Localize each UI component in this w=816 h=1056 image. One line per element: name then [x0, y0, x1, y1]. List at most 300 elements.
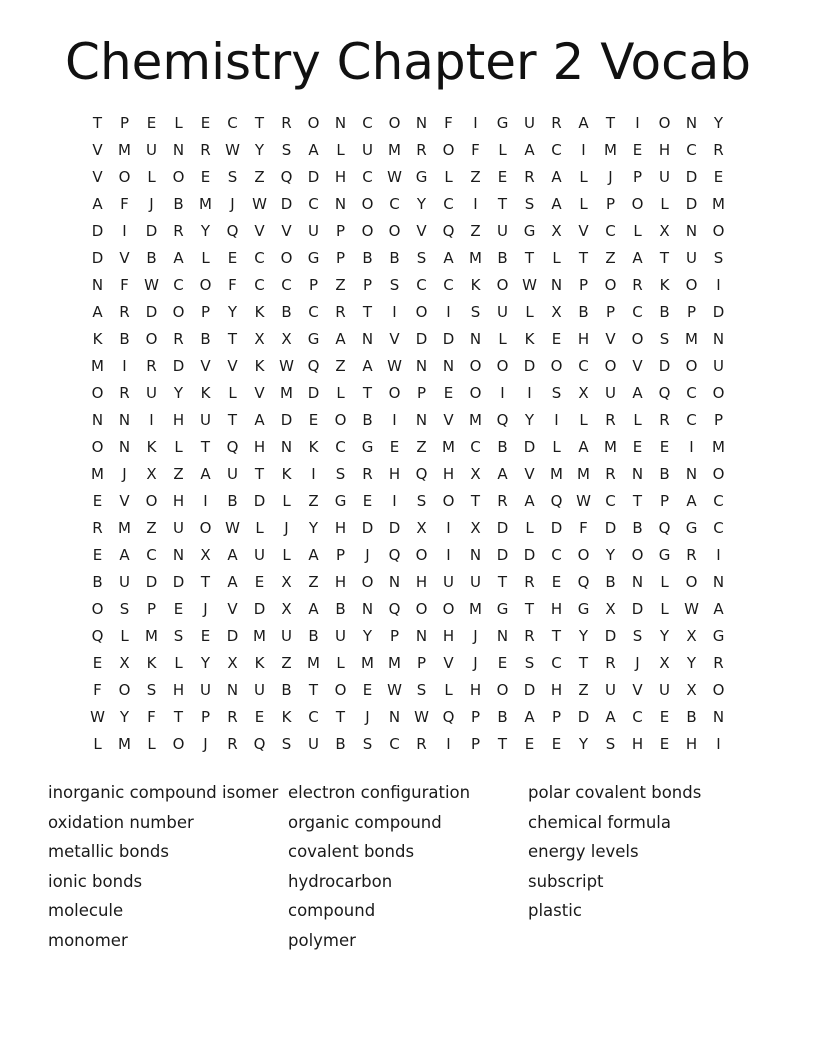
grid-letter: E	[551, 735, 562, 753]
grid-letter: N	[496, 627, 509, 645]
grid-letter: M	[604, 438, 617, 456]
grid-letter: N	[91, 276, 104, 294]
grid-letter: A	[524, 141, 535, 159]
grid-letter: P	[605, 195, 616, 213]
grid-letter: N	[415, 114, 428, 132]
grid-letter: A	[632, 384, 643, 402]
grid-letter: O	[469, 384, 482, 402]
grid-letter: O	[685, 573, 698, 591]
grid-letter: L	[174, 654, 183, 672]
word-list-item: plastic	[528, 901, 582, 921]
grid-letter: D	[307, 384, 320, 402]
grid-letter: N	[334, 195, 347, 213]
grid-letter: Q	[658, 384, 671, 402]
grid-letter: O	[91, 600, 104, 618]
grid-letter: O	[712, 681, 725, 699]
grid-letter: P	[578, 276, 589, 294]
grid-letter: E	[92, 654, 103, 672]
grid-letter: W	[252, 195, 267, 213]
grid-letter: D	[442, 330, 455, 348]
grid-letter: H	[442, 627, 455, 645]
grid-letter: E	[146, 114, 157, 132]
grid-letter: C	[308, 195, 319, 213]
grid-letter: O	[388, 114, 401, 132]
grid-letter: B	[227, 492, 238, 510]
grid-letter: H	[388, 465, 401, 483]
grid-letter: C	[578, 357, 589, 375]
grid-letter: T	[632, 492, 643, 510]
grid-letter: J	[230, 195, 235, 213]
grid-letter: Y	[524, 411, 535, 429]
grid-letter: U	[605, 384, 616, 402]
grid-letter: Y	[173, 384, 184, 402]
grid-letter: Q	[307, 357, 320, 375]
grid-letter: A	[605, 708, 616, 726]
grid-letter: V	[227, 600, 238, 618]
grid-letter: E	[497, 654, 508, 672]
grid-letter: U	[713, 357, 724, 375]
grid-letter: E	[497, 168, 508, 186]
grid-letter: U	[173, 519, 184, 537]
grid-letter: K	[146, 654, 157, 672]
grid-letter: Z	[146, 519, 157, 537]
grid-letter: Z	[335, 357, 346, 375]
grid-letter: O	[442, 141, 455, 159]
grid-letter: O	[631, 546, 644, 564]
grid-letter: L	[174, 438, 183, 456]
grid-letter: E	[659, 708, 670, 726]
grid-letter: B	[659, 465, 670, 483]
grid-letter: J	[365, 546, 370, 564]
grid-letter: Z	[335, 276, 346, 294]
grid-letter: O	[91, 384, 104, 402]
grid-letter: Q	[577, 573, 590, 591]
grid-letter: A	[173, 249, 184, 267]
grid-letter: X	[551, 303, 562, 321]
grid-letter: I	[392, 411, 397, 429]
grid-letter: V	[119, 249, 130, 267]
grid-letter: R	[92, 519, 103, 537]
grid-letter: A	[92, 303, 103, 321]
word-list-item: energy levels	[528, 842, 639, 862]
grid-letter: S	[524, 195, 535, 213]
grid-letter: A	[578, 114, 589, 132]
grid-letter: D	[550, 519, 563, 537]
grid-letter: X	[578, 384, 589, 402]
grid-letter: M	[118, 141, 131, 159]
grid-letter: O	[361, 195, 374, 213]
grid-letter: L	[579, 168, 588, 186]
grid-letter: S	[119, 600, 130, 618]
grid-letter: G	[577, 600, 590, 618]
grid-letter: N	[712, 708, 725, 726]
grid-letter: S	[713, 249, 724, 267]
grid-letter: T	[200, 438, 211, 456]
grid-letter: F	[444, 114, 453, 132]
grid-letter: X	[686, 627, 697, 645]
grid-letter: C	[389, 735, 400, 753]
grid-letter: S	[416, 681, 427, 699]
grid-letter: I	[527, 384, 532, 402]
grid-letter: C	[686, 141, 697, 159]
word-list-item: chemical formula	[528, 812, 671, 832]
grid-letter: O	[172, 168, 185, 186]
grid-letter: S	[470, 303, 481, 321]
grid-letter: D	[712, 303, 725, 321]
grid-letter: T	[308, 681, 319, 699]
grid-letter: K	[254, 357, 265, 375]
grid-letter: D	[145, 222, 158, 240]
grid-letter: B	[659, 303, 670, 321]
grid-letter: V	[254, 384, 265, 402]
grid-letter: O	[145, 330, 158, 348]
grid-letter: X	[686, 681, 697, 699]
grid-letter: I	[122, 357, 127, 375]
grid-letter: S	[389, 276, 400, 294]
grid-letter: E	[524, 735, 535, 753]
grid-letter: Q	[226, 438, 239, 456]
grid-letter: E	[551, 573, 562, 591]
grid-letter: G	[712, 627, 725, 645]
grid-letter: M	[118, 735, 131, 753]
grid-letter: Q	[226, 222, 239, 240]
grid-letter: Q	[388, 600, 401, 618]
grid-letter: V	[119, 492, 130, 510]
grid-letter: F	[120, 276, 129, 294]
grid-letter: M	[442, 438, 455, 456]
grid-letter: I	[689, 438, 694, 456]
grid-letter: C	[713, 492, 724, 510]
grid-letter: U	[524, 114, 535, 132]
grid-letter: R	[146, 357, 157, 375]
grid-letter: U	[605, 681, 616, 699]
grid-letter: B	[497, 438, 508, 456]
grid-letter: D	[280, 195, 293, 213]
grid-letter: L	[579, 195, 588, 213]
grid-letter: P	[470, 735, 481, 753]
grid-letter: U	[659, 168, 670, 186]
grid-letter: I	[122, 222, 127, 240]
grid-letter: D	[496, 546, 509, 564]
grid-letter: R	[632, 276, 643, 294]
grid-letter: O	[118, 168, 131, 186]
grid-letter: M	[91, 357, 104, 375]
grid-letter: M	[280, 384, 293, 402]
grid-letter: D	[658, 357, 671, 375]
grid-letter: Q	[388, 546, 401, 564]
grid-letter: A	[551, 168, 562, 186]
grid-letter: W	[225, 519, 240, 537]
grid-letter: E	[227, 249, 238, 267]
grid-letter: G	[523, 222, 536, 240]
grid-letter: C	[551, 654, 562, 672]
grid-letter: N	[172, 141, 185, 159]
grid-letter: V	[227, 357, 238, 375]
grid-letter: J	[365, 708, 370, 726]
grid-letter: L	[525, 519, 534, 537]
grid-letter: C	[686, 384, 697, 402]
grid-letter: Y	[308, 519, 319, 537]
grid-letter: T	[497, 573, 508, 591]
grid-letter: I	[446, 303, 451, 321]
grid-letter: Q	[496, 411, 509, 429]
grid-letter: I	[446, 735, 451, 753]
grid-letter: M	[712, 195, 725, 213]
grid-letter: Z	[470, 168, 481, 186]
grid-letter: N	[550, 276, 563, 294]
grid-letter: C	[308, 303, 319, 321]
grid-letter: B	[119, 330, 130, 348]
word-list-item: subscript	[528, 871, 604, 891]
grid-letter: U	[308, 222, 319, 240]
grid-letter: N	[631, 465, 644, 483]
grid-letter: I	[446, 519, 451, 537]
grid-letter: E	[254, 573, 265, 591]
grid-letter: U	[119, 573, 130, 591]
grid-letter: V	[92, 168, 103, 186]
grid-letter: F	[120, 195, 129, 213]
grid-letter: C	[632, 303, 643, 321]
grid-letter: A	[308, 600, 319, 618]
grid-letter: O	[118, 681, 131, 699]
grid-letter: J	[284, 519, 289, 537]
grid-letter: O	[442, 600, 455, 618]
grid-letter: K	[281, 708, 292, 726]
grid-letter: M	[469, 249, 482, 267]
grid-letter: A	[632, 249, 643, 267]
grid-letter: K	[254, 654, 265, 672]
grid-letter: N	[118, 411, 131, 429]
grid-letter: A	[200, 465, 211, 483]
grid-letter: T	[659, 249, 670, 267]
grid-letter: P	[632, 168, 643, 186]
grid-letter: H	[550, 600, 563, 618]
grid-letter: W	[414, 708, 429, 726]
grid-letter: L	[444, 681, 453, 699]
grid-letter: B	[146, 249, 157, 267]
grid-letter: T	[578, 249, 589, 267]
grid-letter: B	[335, 600, 346, 618]
grid-letter: O	[415, 546, 428, 564]
grid-letter: T	[362, 303, 373, 321]
grid-letter: O	[199, 276, 212, 294]
grid-letter: B	[281, 303, 292, 321]
grid-letter: E	[173, 600, 184, 618]
grid-letter: C	[227, 114, 238, 132]
word-list	[48, 778, 788, 956]
grid-letter: O	[631, 330, 644, 348]
grid-letter: C	[686, 411, 697, 429]
grid-letter: A	[686, 492, 697, 510]
grid-letter: P	[335, 249, 346, 267]
grid-letter: V	[416, 222, 427, 240]
grid-letter: Z	[281, 654, 292, 672]
grid-letter: P	[200, 708, 211, 726]
grid-letter: M	[199, 195, 212, 213]
grid-letter: C	[362, 168, 373, 186]
grid-letter: L	[282, 492, 291, 510]
grid-letter: O	[496, 681, 509, 699]
grid-letter: S	[173, 627, 184, 645]
grid-letter: U	[659, 681, 670, 699]
grid-letter: H	[172, 411, 185, 429]
grid-letter: D	[604, 627, 617, 645]
grid-letter: A	[227, 546, 238, 564]
grid-letter: T	[605, 114, 616, 132]
grid-letter: U	[254, 546, 265, 564]
grid-letter: N	[415, 357, 428, 375]
grid-letter: I	[554, 411, 559, 429]
grid-letter: Y	[686, 654, 697, 672]
grid-letter: G	[307, 249, 320, 267]
grid-letter: C	[146, 546, 157, 564]
grid-letter: K	[281, 465, 292, 483]
grid-letter: D	[145, 573, 158, 591]
grid-letter: X	[119, 654, 130, 672]
grid-letter: E	[92, 492, 103, 510]
grid-letter: X	[254, 330, 265, 348]
grid-letter: F	[93, 681, 102, 699]
grid-letter: R	[713, 654, 724, 672]
grid-letter: D	[307, 168, 320, 186]
grid-letter: D	[523, 681, 536, 699]
grid-letter: Q	[550, 492, 563, 510]
grid-letter: N	[685, 222, 698, 240]
grid-letter: X	[551, 222, 562, 240]
grid-letter: J	[473, 654, 478, 672]
grid-letter: B	[632, 519, 643, 537]
word-list-item: oxidation number	[48, 812, 194, 832]
grid-letter: D	[253, 600, 266, 618]
grid-letter: W	[144, 276, 159, 294]
grid-letter: A	[443, 249, 454, 267]
grid-letter: I	[203, 492, 208, 510]
grid-letter: P	[119, 114, 130, 132]
grid-letter: P	[686, 303, 697, 321]
grid-letter: O	[415, 600, 428, 618]
grid-letter: S	[632, 627, 643, 645]
grid-letter: B	[686, 708, 697, 726]
grid-letter: I	[473, 114, 478, 132]
grid-letter: B	[335, 735, 346, 753]
grid-letter: D	[226, 627, 239, 645]
grid-letter: S	[659, 330, 670, 348]
grid-letter: V	[632, 357, 643, 375]
grid-letter: P	[308, 276, 319, 294]
grid-letter: Z	[416, 438, 427, 456]
grid-letter: X	[281, 600, 292, 618]
grid-letter: J	[122, 465, 127, 483]
grid-letter: I	[149, 411, 154, 429]
grid-letter: H	[172, 681, 185, 699]
grid-letter: L	[228, 384, 237, 402]
grid-letter: V	[443, 654, 454, 672]
grid-letter: E	[632, 141, 643, 159]
grid-letter: R	[605, 411, 616, 429]
grid-letter: S	[416, 249, 427, 267]
grid-letter: E	[659, 438, 670, 456]
grid-letter: B	[578, 303, 589, 321]
grid-letter: B	[497, 708, 508, 726]
grid-letter: X	[416, 519, 427, 537]
grid-letter: X	[281, 330, 292, 348]
grid-letter: I	[716, 546, 721, 564]
grid-letter: N	[334, 114, 347, 132]
grid-letter: B	[308, 627, 319, 645]
grid-letter: N	[469, 546, 482, 564]
grid-letter: O	[469, 357, 482, 375]
grid-letter: P	[713, 411, 724, 429]
grid-letter: G	[496, 600, 509, 618]
grid-letter: L	[552, 438, 561, 456]
grid-letter: J	[635, 654, 640, 672]
grid-letter: U	[146, 141, 157, 159]
grid-letter: V	[578, 222, 589, 240]
grid-letter: D	[523, 546, 536, 564]
grid-letter: M	[307, 654, 320, 672]
grid-letter: S	[146, 681, 157, 699]
grid-letter: G	[334, 492, 347, 510]
grid-letter: E	[362, 681, 373, 699]
grid-letter: T	[335, 708, 346, 726]
grid-letter: Q	[442, 222, 455, 240]
grid-letter: S	[416, 492, 427, 510]
grid-letter: O	[604, 357, 617, 375]
grid-letter: E	[200, 627, 211, 645]
grid-letter: D	[145, 303, 158, 321]
grid-letter: K	[659, 276, 670, 294]
grid-letter: T	[254, 114, 265, 132]
grid-letter: Q	[253, 735, 266, 753]
grid-letter: L	[336, 654, 345, 672]
grid-letter: Z	[308, 573, 319, 591]
grid-letter: R	[524, 627, 535, 645]
grid-letter: H	[442, 465, 455, 483]
grid-letter: D	[523, 438, 536, 456]
grid-letter: U	[146, 384, 157, 402]
grid-letter: W	[522, 276, 537, 294]
word-list-item: ionic bonds	[48, 871, 143, 891]
grid-letter: M	[145, 627, 158, 645]
grid-letter: X	[200, 546, 211, 564]
grid-letter: L	[336, 141, 345, 159]
grid-letter: V	[605, 330, 616, 348]
grid-letter: Y	[605, 546, 616, 564]
grid-letter: N	[118, 438, 131, 456]
grid-letter: O	[280, 249, 293, 267]
grid-letter: U	[200, 411, 211, 429]
grid-letter: V	[389, 330, 400, 348]
grid-letter: H	[631, 735, 644, 753]
grid-letter: S	[227, 168, 238, 186]
grid-letter: O	[712, 465, 725, 483]
grid-letter: Q	[91, 627, 104, 645]
grid-letter: D	[604, 519, 617, 537]
grid-letter: X	[281, 573, 292, 591]
grid-letter: P	[416, 384, 427, 402]
grid-letter: W	[225, 141, 240, 159]
grid-letter: T	[362, 384, 373, 402]
grid-letter: G	[685, 519, 698, 537]
grid-letter: J	[473, 627, 478, 645]
grid-letter: N	[415, 627, 428, 645]
grid-letter: D	[388, 519, 401, 537]
grid-letter: M	[388, 654, 401, 672]
grid-letter: E	[254, 708, 265, 726]
grid-letter: W	[576, 492, 591, 510]
grid-letter: L	[633, 222, 642, 240]
grid-letter: M	[685, 330, 698, 348]
